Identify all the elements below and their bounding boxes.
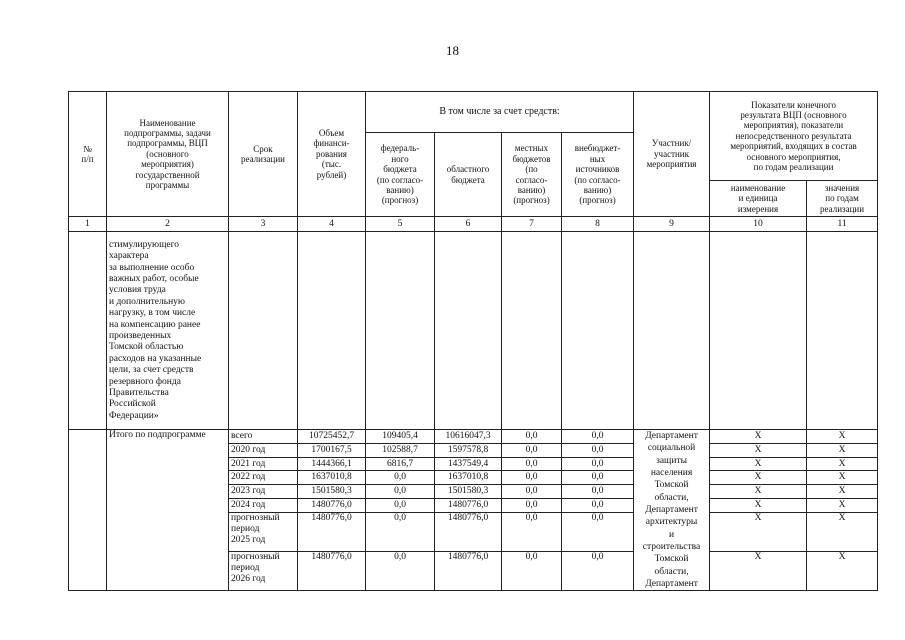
regional-cell: 1501580,3 (435, 485, 502, 499)
regional-cell: 1480776,0 (435, 512, 502, 551)
extra-budget-cell: 0,0 (562, 471, 634, 485)
indicator-value-cell: X (807, 443, 878, 457)
volume-cell: 1501580,3 (298, 485, 366, 499)
regional-cell: 1597578,8 (435, 443, 502, 457)
extra-budget-cell: 0,0 (562, 443, 634, 457)
federal-cell: 102588,7 (366, 443, 435, 457)
header-col-11: значения по годам реализации (807, 181, 878, 217)
regional-cell: 10616047,3 (435, 430, 502, 444)
extra-budget-cell: 0,0 (562, 512, 634, 551)
volume-cell: 1480776,0 (298, 552, 366, 591)
header-indicators-group: Показатели конечного результата ВЦП (основного мероприятия), показатели непосредственного результата мероприятий, входящих в состав основного мероприятия, по годам реализации (710, 92, 878, 181)
column-number: 10 (710, 217, 807, 232)
extra-budget-cell: 0,0 (562, 457, 634, 471)
indicator-value-cell: X (807, 430, 878, 444)
header-col-6: областного бюджета (435, 133, 502, 217)
participant-cell: Департамент социальной защиты населения Томской области, Департамент архитектуры и строительства Томской области, Департамент (634, 430, 710, 591)
period-cell: 2021 год (229, 457, 298, 471)
indicator-value-cell: X (807, 498, 878, 512)
local-cell: 0,0 (502, 498, 562, 512)
indicator-value-cell: X (807, 552, 878, 591)
page-number: 18 (446, 43, 459, 58)
column-number: 7 (502, 217, 562, 232)
indicator-name-cell: X (710, 471, 807, 485)
column-number: 5 (366, 217, 435, 232)
local-cell: 0,0 (502, 430, 562, 444)
indicator-value-cell: X (807, 512, 878, 551)
header-col-10: наименование и единица измерения (710, 181, 807, 217)
header-col-9: Участник/ участник мероприятия (634, 92, 710, 217)
local-cell: 0,0 (502, 457, 562, 471)
indicator-name-cell: X (710, 457, 807, 471)
volume-cell: 10725452,7 (298, 430, 366, 444)
indicator-name-cell: X (710, 430, 807, 444)
header-col-3: Срок реализации (229, 92, 298, 217)
period-cell: всего (229, 430, 298, 444)
period-cell: 2022 год (229, 471, 298, 485)
column-number: 4 (298, 217, 366, 232)
federal-cell: 0,0 (366, 512, 435, 551)
volume-cell: 1637010,8 (298, 471, 366, 485)
period-cell: 2020 год (229, 443, 298, 457)
regional-cell: 1637010,8 (435, 471, 502, 485)
column-number: 11 (807, 217, 878, 232)
continued-description: стимулирующего характера за выполнение особо важных работ, особые условия труда и дополнительную нагрузку, в том числе на компенсацию ранее произведенных Томской областью расходов на указанные цели, за счет средств резервного фонда Правительства Российской Федерации» (107, 232, 229, 430)
column-number: 9 (634, 217, 710, 232)
column-number: 2 (107, 217, 229, 232)
local-cell: 0,0 (502, 485, 562, 499)
federal-cell: 0,0 (366, 552, 435, 591)
column-number-row (69, 217, 878, 232)
period-cell: 2024 год (229, 498, 298, 512)
header-funding-group: В том числе за счет средств: (366, 92, 634, 133)
local-cell: 0,0 (502, 552, 562, 591)
header-col-7: местных бюджетов (по согласо- ванию) (прогноз) (502, 133, 562, 217)
total-section (69, 430, 878, 591)
period-cell: 2023 год (229, 485, 298, 499)
extra-budget-cell: 0,0 (562, 430, 634, 444)
extra-budget-cell: 0,0 (562, 485, 634, 499)
federal-cell: 0,0 (366, 485, 435, 499)
header-col-4: Объем финанси- рования (тыс. рублей) (298, 92, 366, 217)
local-cell: 0,0 (502, 443, 562, 457)
federal-cell: 0,0 (366, 471, 435, 485)
indicator-value-cell: X (807, 471, 878, 485)
local-cell: 0,0 (502, 512, 562, 551)
continued-row (69, 232, 878, 430)
indicator-value-cell: X (807, 457, 878, 471)
column-number: 1 (69, 217, 107, 232)
total-label: Итого по подпрограмме (107, 430, 229, 591)
extra-budget-cell: 0,0 (562, 552, 634, 591)
federal-cell: 109405,4 (366, 430, 435, 444)
table-row (69, 430, 878, 444)
indicator-name-cell: X (710, 443, 807, 457)
indicator-name-cell: X (710, 498, 807, 512)
indicator-name-cell: X (710, 512, 807, 551)
local-cell: 0,0 (502, 471, 562, 485)
indicator-name-cell: X (710, 552, 807, 591)
header-col-2: Наименование подпрограммы, задачи подпрограммы, ВЦП (основного мероприятия) государственной программы (107, 92, 229, 217)
header-col-1: № п/п (69, 92, 107, 217)
column-number: 8 (562, 217, 634, 232)
column-number: 3 (229, 217, 298, 232)
budget-table (68, 91, 878, 591)
volume-cell: 1700167,5 (298, 443, 366, 457)
period-cell: прогнозный период 2026 год (229, 552, 298, 591)
period-cell: прогнозный период 2025 год (229, 512, 298, 551)
volume-cell: 1480776,0 (298, 498, 366, 512)
federal-cell: 0,0 (366, 498, 435, 512)
regional-cell: 1437549,4 (435, 457, 502, 471)
column-number: 6 (435, 217, 502, 232)
regional-cell: 1480776,0 (435, 552, 502, 591)
volume-cell: 1480776,0 (298, 512, 366, 551)
indicator-name-cell: X (710, 485, 807, 499)
extra-budget-cell: 0,0 (562, 498, 634, 512)
indicator-value-cell: X (807, 485, 878, 499)
volume-cell: 1444366,1 (298, 457, 366, 471)
header-col-5: федераль- ного бюджета (по согласо- ванию) (прогноз) (366, 133, 435, 217)
federal-cell: 6816,7 (366, 457, 435, 471)
header-col-8: внебюджет- ных источников (по согласо- ванию) (прогноз) (562, 133, 634, 217)
regional-cell: 1480776,0 (435, 498, 502, 512)
